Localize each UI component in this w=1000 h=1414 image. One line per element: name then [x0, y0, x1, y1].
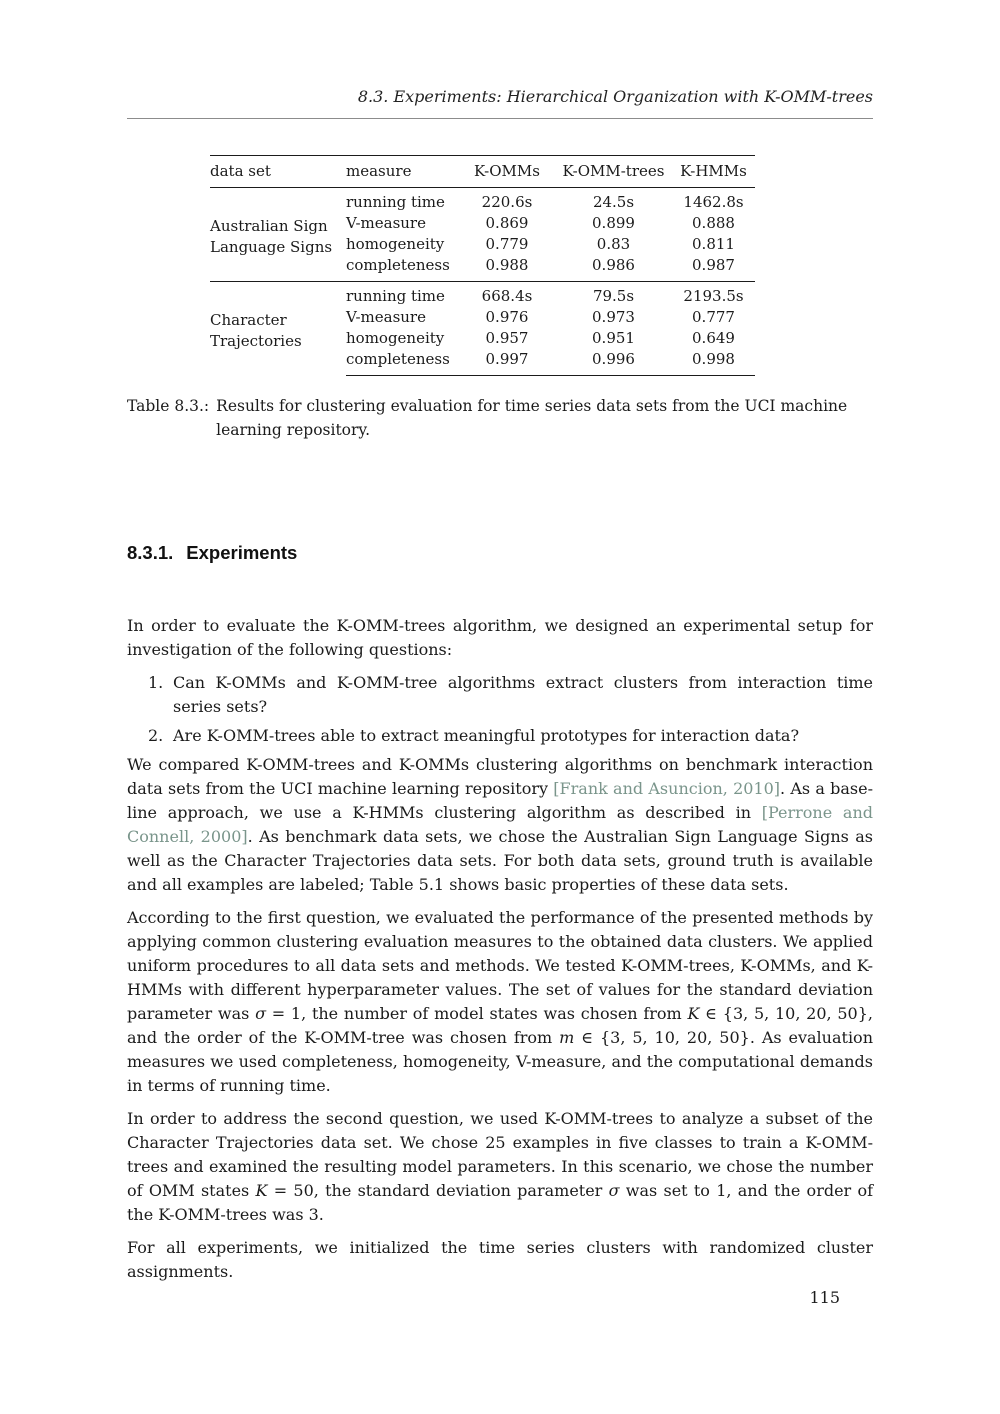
section-heading: [127, 542, 873, 564]
value-cell: 0.988: [485, 256, 529, 274]
text-run: . As a base-line approach, we use a K-HMMs clustering algorithm as described in: [127, 779, 874, 822]
math-variable: K: [687, 1004, 700, 1023]
table-row: [210, 188, 755, 214]
column-header-measure: measure: [346, 156, 459, 188]
value-cell: 668.4s: [459, 282, 555, 308]
text-run: = 1, the number of model states was chosen from: [266, 1004, 688, 1023]
value-cell: 0.899: [592, 214, 635, 232]
measure-cell: V-measure: [346, 308, 426, 326]
value-cell: 0.987: [692, 256, 735, 274]
dataset-name-line: Australian Sign: [210, 216, 328, 235]
page-content: [127, 0, 873, 1284]
text-run: ∈ {3, 5, 10, 20, 50}, and the order of the K-OMM-tree was chosen from: [127, 1004, 874, 1047]
value-cell: 0.779: [485, 235, 529, 253]
measure-cell: running time: [346, 193, 445, 211]
list-item-text: [173, 671, 873, 719]
value-cell: 0.869: [485, 214, 529, 232]
measure-cell: completeness: [346, 256, 450, 274]
measure-cell: homogeneity: [346, 235, 445, 253]
text-run: For all experiments, we initialized the time series clusters with randomized cluster assignments.: [127, 1238, 873, 1281]
value-cell: 0.998: [672, 349, 755, 376]
list-item: [148, 671, 873, 719]
text-run: According to the first question, we evaluated the performance of the presented methods by applying common clustering evaluation measures to the obtained data clusters. We applied uniform procedures to all data sets and methods. We tested K-OMM-trees, K-OMMs, and K-HMMs with different hyperparameter values. The set of values for the standard deviation parameter was: [127, 908, 873, 1023]
column-header-kommtrees: K-OMM-trees: [555, 156, 672, 188]
paragraph: [127, 1107, 873, 1227]
text-run: ∈ {3, 5, 10, 20, 50}. As evaluation measures we used completeness, homogeneity, V-measure, and the computational demands in terms of running time.: [127, 1028, 873, 1095]
measure-cell: homogeneity: [346, 329, 445, 347]
value-cell: 2193.5s: [672, 282, 755, 308]
dataset-cell: [210, 188, 346, 282]
citation-link[interactable]: [Perrone and Connell, 2000]: [127, 803, 873, 846]
caption-text: Results for clustering evaluation for time series data sets from the UCI machine learning repository.: [216, 397, 848, 439]
dataset-cell: [210, 282, 346, 376]
dataset-name-line: Character: [210, 310, 287, 329]
body-text: [127, 614, 873, 1284]
section-number: 8.3.1.: [127, 542, 174, 563]
value-cell: 0.83: [596, 235, 631, 253]
measure-cell: completeness: [346, 349, 459, 376]
dataset-name-line: Language Signs: [210, 237, 333, 256]
column-header-komms: K-OMMs: [459, 156, 555, 188]
list-number: 2.: [148, 726, 164, 745]
section-title: Experiments: [186, 542, 298, 563]
list-item: [148, 724, 873, 748]
measure-cell: V-measure: [346, 214, 426, 232]
value-cell: 0.957: [485, 329, 529, 347]
running-header: [127, 88, 873, 119]
text-run: We compared K-OMM-trees and K-OMMs clustering algorithms on benchmark interaction data sets from the UCI machine learning repository: [127, 755, 873, 798]
caption-label: Table 8.3.:: [127, 397, 210, 415]
value-cell: 0.888: [692, 214, 735, 232]
column-header-dataset: data set: [210, 156, 346, 188]
value-cell: 0.976: [485, 308, 529, 326]
table-caption: [127, 394, 873, 442]
citation-link[interactable]: [Frank and Asuncion, 2010]: [553, 779, 781, 798]
paragraph: [127, 614, 873, 662]
measure-cell: running time: [346, 282, 459, 308]
results-table: [210, 155, 755, 376]
math-variable: σ: [255, 1004, 267, 1023]
value-cell: 0.951: [592, 329, 635, 347]
table-row: [210, 282, 755, 308]
math-variable: K: [255, 1181, 268, 1200]
dataset-name-line: Trajectories: [210, 331, 302, 350]
value-cell: 1462.8s: [683, 193, 744, 211]
value-cell: 220.6s: [481, 193, 533, 211]
value-cell: 0.986: [592, 256, 635, 274]
text-run: Can K-OMMs and K-OMM-tree algorithms extract clusters from interaction time series sets?: [173, 673, 873, 716]
paragraph: [127, 906, 873, 1098]
text-run: = 50, the standard deviation parameter: [267, 1181, 609, 1200]
math-variable: σ: [608, 1181, 620, 1200]
value-cell: 0.649: [692, 329, 735, 347]
table-header-row: [210, 156, 755, 188]
list-number: 1.: [148, 673, 164, 692]
value-cell: 0.997: [459, 349, 555, 376]
text-run: was set to 1, and the order of the K-OMM-trees was 3.: [127, 1181, 874, 1224]
text-run: Are K-OMM-trees able to extract meaningful prototypes for interaction data?: [173, 726, 800, 745]
text-run: In order to evaluate the K-OMM-trees algorithm, we designed an experimental setup for investigation of the following questions:: [127, 616, 873, 659]
value-cell: 0.973: [592, 308, 635, 326]
table-body: [210, 188, 755, 376]
column-header-khmms: K-HMMs: [672, 156, 755, 188]
text-run: In order to address the second question, we used K-OMM-trees to analyze a subset of the Character Trajectories data set. We chose 25 examples in five classes to train a K-OMM-trees and examined the resulting model parameters. In this scenario, we chose the number of OMM states: [127, 1109, 873, 1200]
list-item-text: [173, 724, 873, 748]
paragraph: [127, 753, 873, 897]
running-header-title: 8.3. Experiments: Hierarchical Organization with K-OMM-trees: [357, 87, 873, 106]
page-number: 115: [809, 1288, 840, 1307]
value-cell: 0.996: [555, 349, 672, 376]
math-variable: m: [559, 1028, 575, 1047]
text-run: . As benchmark data sets, we chose the Australian Sign Language Signs as well as the Character Trajectories data sets. For both data sets, ground truth is available and all examples are labeled; Table 5.1 shows basic properties of these data sets.: [127, 827, 873, 894]
value-cell: 0.811: [692, 235, 735, 253]
value-cell: 0.777: [692, 308, 735, 326]
value-cell: 79.5s: [555, 282, 672, 308]
value-cell: 24.5s: [592, 193, 635, 211]
paragraph: [127, 1236, 873, 1284]
